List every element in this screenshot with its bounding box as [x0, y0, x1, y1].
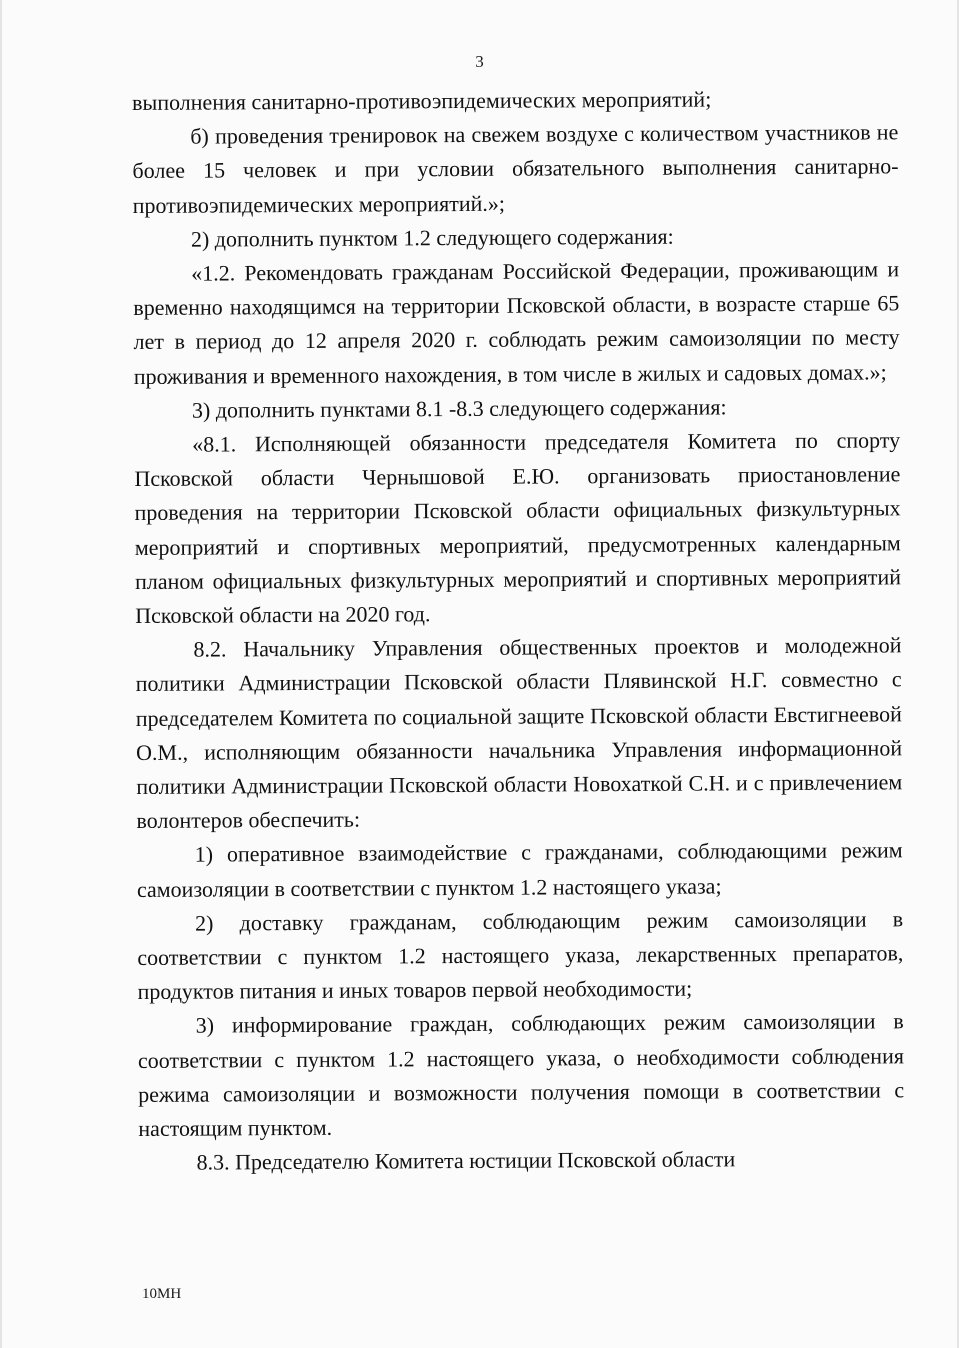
paragraph: выполнения санитарно-противоэпидемических мероприятий;: [132, 86, 712, 115]
paragraph: 8.3. Председателю Комитета юстиции Псковской области: [196, 1146, 736, 1175]
paragraph: 8.2. Начальнику Управления общественных проектов и молодежной политики Администрации Псковской области Плявинской Н.Г. совместно с председателем Комитета по социальной защите Псковской области Евстигнеевой О.М., исполняющим обязанности начальника Управления информационной политики Администрации Псковской области Новохаткой С.Н. и с привлечением волонтеров обеспечить:: [135, 632, 903, 834]
paragraph: 3) дополнить пунктами 8.1 -8.3 следующего содержания:: [191, 394, 727, 423]
paragraph: 2) доставку гражданам, соблюдающим режим самоизоляции в соответствии с пунктом 1.2 настоящего указа, лекарственных препаратов, продуктов питания и иных товаров первой необходимости;: [137, 906, 904, 1005]
paragraph: «8.1. Исполняющей обязанности председателя Комитета по спорту Псковской области Чернышовой Е.Ю. организовать приостановление проведения на территории Псковской области официальных физкультурных мероприятий и спортивных мероприятий, предусмотренных календарным планом официальных физкультурных мероприятий и спортивных мероприятий Псковской области на 2020 год.: [134, 427, 902, 629]
paragraph: 1) оперативное взаимодействие с гражданами, соблюдающими режим самоизоляции в соответствии с пунктом 1.2 настоящего указа;: [136, 837, 903, 902]
paragraph: «1.2. Рекомендовать гражданам Российской Федерации, проживающим и временно находящимся на территории Псковской области, в возрасте старше 65 лет в период до 12 апреля 2020 г. соблюдать режим самоизоляции по месту проживания и временного нахождения, в том числе в жилых и садовых домах.»;: [133, 256, 900, 389]
paragraph: 2) дополнить пунктом 1.2 следующего содержания:: [190, 223, 674, 252]
paragraph: 3) информирование граждан, соблюдающих режим самоизоляции в соответствии с пунктом 1.2 настоящего указа, о необходимости соблюдения режима самоизоляции и возможности получения помощи в соответствии с настоящим пунктом.: [137, 1008, 905, 1142]
paragraph: б) проведения тренировок на свежем воздухе с количеством участников не более 15 человек и при условии обязательного выполнения санитарно-противоэпидемических мероприятий.»;: [132, 119, 899, 218]
document-body: [132, 81, 905, 1180]
footer-code: 10МН: [142, 1286, 182, 1302]
page-number: 3: [475, 52, 484, 71]
